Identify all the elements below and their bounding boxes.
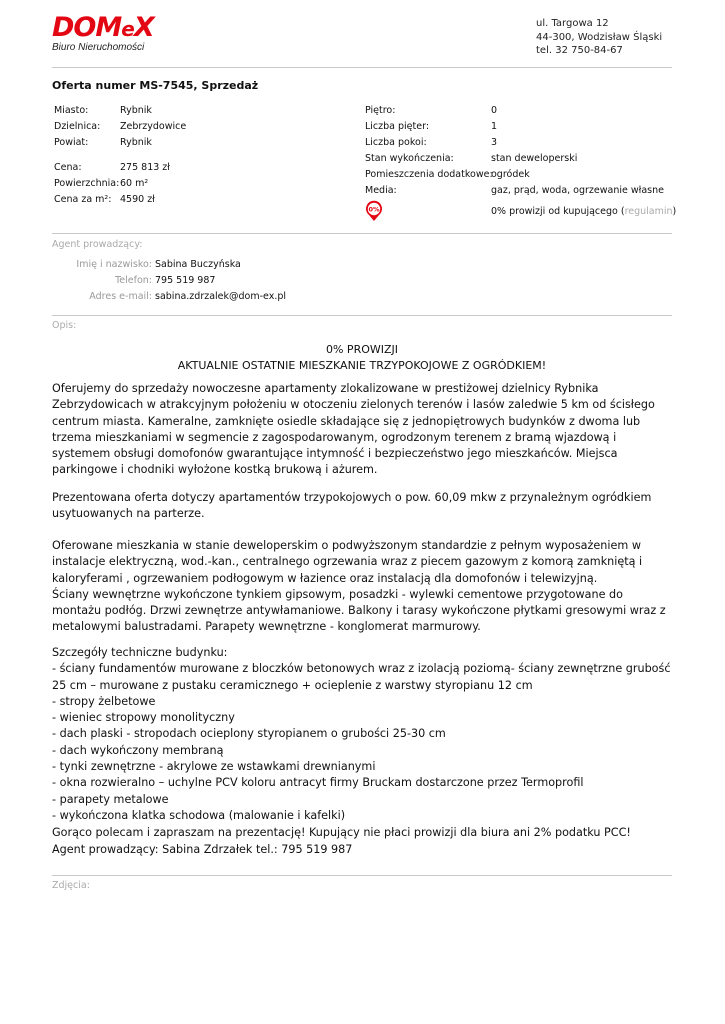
description-para-2: Prezentowana oferta dotyczy apartamentów trzypokojowych o pow. 60,09 mkw z przynależnym ogródkiem usytuowanych na parterze. — [52, 491, 652, 521]
description-closing: Gorąco polecam i zapraszam na prezentację! Kupujący nie płaci prowizji dla biura ani 2% podatku PCC! Agent prowadzący: Sabina Zdrzałek tel.: 795 519 987 — [52, 826, 631, 857]
detail-floors-count: Liczba pięter: 1 — [365, 121, 498, 132]
header-divider — [52, 67, 672, 68]
detail-county: Powiat: Rybnik — [54, 137, 152, 148]
detail-district: Dzielnica: Zebrzydowice — [54, 121, 187, 132]
detail-price-per-m2: Cena za m²: 4590 zł — [54, 194, 155, 205]
agent-section-label: Agent prowadzący: — [52, 239, 143, 250]
photos-divider — [52, 875, 672, 876]
description-para-1: Oferujemy do sprzedaży nowoczesne apartamenty zlokalizowane w prestiżowej dzielnicy Rybnika Zebrzydowicach w atrakcyjnym położeniu w otoczeniu zielonych terenów i lasów zaledwie 5 km od ścisłego centrum miasta. Kameralne, zamknięte osiedle składające się z jednopiętrowych budynków z dwoma lub trzema mieszkaniami w segmencie z zagospodarowanym, ogrodzonym terenem z bramą wjazdową i systemem obsługi domofonów gwarantujące intymność i bezpieczeństwo jego mieszkańców. Miejsca parkingowe i chodniki wyłożone kostką brukową i ażurem. — [52, 382, 655, 477]
logo-wordmark: DOMeX — [52, 12, 154, 43]
agent-email-label-row: Adres e-mail: — [89, 291, 152, 302]
detail-price: Cena: 275 813 zł — [54, 162, 170, 173]
address-phone: tel. 32 750-84-67 — [536, 45, 623, 56]
tech-item: - dach wykończony membraną — [52, 743, 224, 757]
detail-rooms: Liczba pokoi: 3 — [365, 137, 498, 148]
agent-name-label-row: Imię i nazwisko: — [76, 259, 152, 270]
agent-phone[interactable]: 795 519 987 — [155, 275, 216, 286]
tech-item: - stropy żelbetowe — [52, 694, 156, 708]
tech-item: - ściany fundamentów murowane z bloczków betonowych wraz z izolacją poziomą- ściany zewnętrzne grubość 25 cm – murowane z pustaku ceramicznego + ocieplenie z warstwy styropianu 12 cm — [52, 662, 671, 692]
logo-subtitle: Biuro Nieruchomości — [52, 42, 145, 53]
commission-badge-icon — [364, 200, 384, 222]
svg-text:0%: 0% — [368, 205, 380, 214]
technical-details: Szczegóły techniczne budynku: - ściany fundamentów murowane z bloczków betonowych wraz z izolacją poziomą- ściany zewnętrzne grubość 25 cm – murowane z pustaku ceramicznego + ocieplenie z warstwy styropianu 12 cm - stropy żelbetowe - wieniec stropowy monolityczny - dach plaski - stropodach ocieplony styropianem o grubości 25-30 cm - dach wykończony membraną - tynki zewnętrzne - akrylowe ze wstawkami drewnianymi - okna rozwieralno – uchylne PCV koloru antracyt firmy Bruckam dostarczone przez Termoprofil - parapety metalowe - wykończona klatka schodowa (malowanie i kafelki) — [52, 645, 672, 824]
details-divider — [52, 233, 672, 234]
address-city: 44-300, Wodzisław Śląski — [536, 31, 663, 43]
tech-item: - tynki zewnętrzne - akrylowe ze wstawkami drewnianymi — [52, 760, 376, 774]
tech-item: - parapety metalowe — [52, 792, 169, 806]
agent-divider — [52, 315, 672, 316]
detail-city: Miasto: Rybnik — [54, 105, 152, 116]
detail-utilities: Media: gaz, prąd, woda, ogrzewanie własne — [365, 185, 664, 196]
offer-title: Oferta numer MS-7545, Sprzedaż — [52, 79, 259, 92]
detail-finish-state: Stan wykończenia: stan deweloperski — [365, 153, 578, 164]
photos-section-label: Zdjęcia: — [52, 880, 90, 891]
description-section-label: Opis: — [52, 320, 77, 331]
agent-name: Sabina Buczyńska — [155, 259, 241, 270]
tech-item: - wieniec stropowy monolityczny — [52, 711, 235, 725]
tech-item: - dach plaski - stropodach ocieplony styropianem o grubości 25-30 cm — [52, 727, 446, 741]
company-logo — [52, 14, 154, 53]
detail-area: Powierzchnia: 60 m² — [54, 178, 149, 189]
promo-text: 0% prowizji od kupującego (regulamin) — [491, 206, 677, 217]
agent-email[interactable]: sabina.zdrzalek@dom-ex.pl — [155, 291, 287, 302]
office-address — [536, 17, 662, 58]
tech-item: - wykończona klatka schodowa (malowanie i kafelki) — [52, 808, 346, 822]
address-street: ul. Targowa 12 — [536, 18, 609, 29]
regulations-link[interactable]: regulamin — [624, 206, 673, 217]
detail-extra-rooms: Pomieszczenia dodatkowe: ogródek — [365, 169, 530, 180]
description-heading: 0% PROWIZJI AKTUALNIE OSTATNIE MIESZKANIE TRZYPOKOJOWE Z OGRÓDKIEM! — [177, 343, 547, 372]
tech-item: - okna rozwieralno – uchylne PCV koloru antracyt firmy Bruckam dostarczone przez Termoprofil — [52, 776, 584, 790]
agent-phone-label-row: Telefon: — [115, 275, 152, 286]
detail-floor: Piętro: 0 — [365, 105, 498, 116]
description-para-3: Oferowane mieszkania w stanie deweloperskim o podwyższonym standardzie z pełnym wyposażeniem w instalacje elektryczną, wod.-kan., centralnego ogrzewania wraz z piecem gazowym z komorą zamkniętą i kaloryferami , ogrzewaniem podłogowym w łazience oraz instalacją dla domofonów i telewizyjną. Ściany wewnętrzne wykończone tynkiem gipsowym, posadzki - wylewki cementowe przygotowane do montażu podłóg. Drzwi zewnętrze antywłamaniowe. Balkony i tarasy wykończone płytkami gresowymi wraz z metalowymi balustradami. Parapety wewnętrzne - konglomerat marmurowy. — [52, 539, 666, 634]
